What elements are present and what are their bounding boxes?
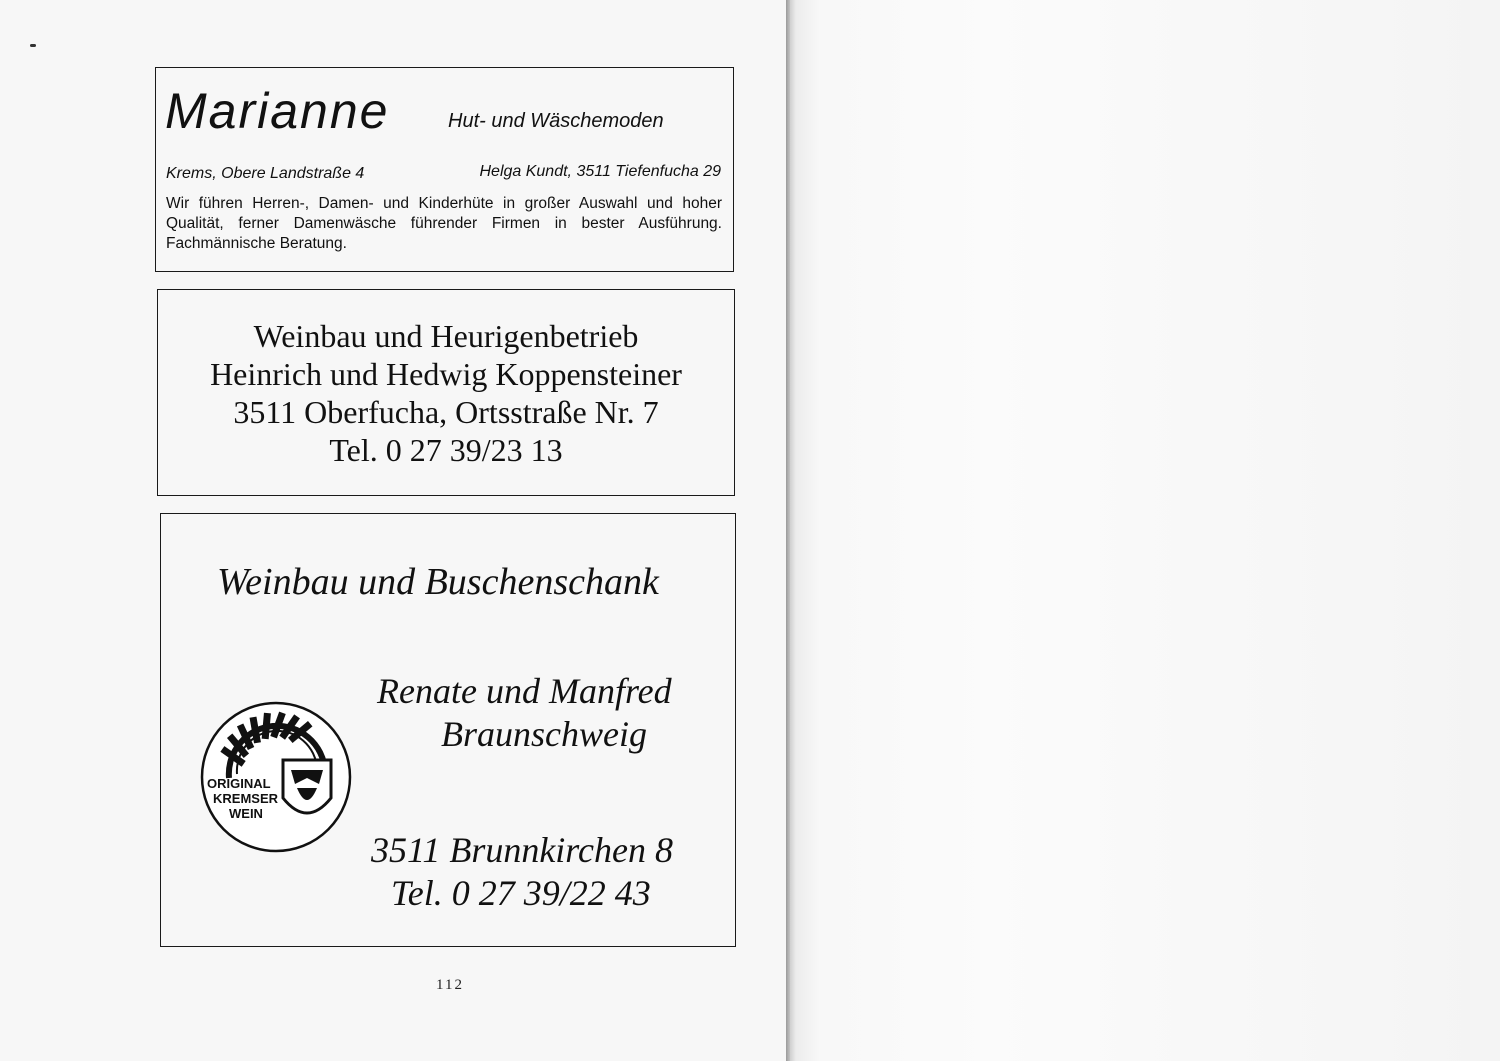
business-type: Weinbau und Heurigenbetrieb [253, 318, 639, 354]
owner-names: Heinrich und Hedwig Koppensteiner [210, 356, 682, 392]
owner-names-line2: Braunschweig [441, 714, 647, 754]
business-phone: Tel. 0 27 39/22 43 [391, 873, 651, 913]
ad-marianne [155, 67, 734, 272]
shop-address: Krems, Obere Landstraße 4 [166, 165, 365, 182]
brand-subtitle: Hut- und Wäschemoden [448, 110, 664, 132]
owner-address: Helga Kundt, 3511 Tiefenfucha 29 [479, 163, 721, 180]
page-number: 112 [436, 977, 464, 993]
seal-text-kremser: KREMSER [213, 791, 279, 806]
shop-description: Wir führen Herren-, Damen- und Kinderhüte in großer Auswahl und hoher Qualität, ferner Damenwäsche führender Firmen in bester Ausführung. Fachmännische Beratung. [166, 195, 722, 252]
right-page-blank [790, 0, 1500, 1061]
seal-text-original: ORIGINAL [207, 776, 271, 791]
ad-braunschweig [160, 513, 736, 947]
brand-name: Marianne [165, 83, 390, 139]
business-title: Weinbau und Buschenschank [217, 561, 659, 603]
kremser-wein-seal-icon [199, 700, 353, 854]
seal-text-wein: WEIN [229, 806, 263, 821]
owner-names-line1: Renate und Manfred [377, 671, 672, 711]
print-speck [30, 44, 36, 47]
business-phone: Tel. 0 27 39/23 13 [329, 432, 563, 468]
ad-koppensteiner [157, 289, 735, 496]
business-address: 3511 Oberfucha, Ortsstraße Nr. 7 [233, 394, 659, 430]
business-address: 3511 Brunnkirchen 8 [371, 830, 673, 870]
